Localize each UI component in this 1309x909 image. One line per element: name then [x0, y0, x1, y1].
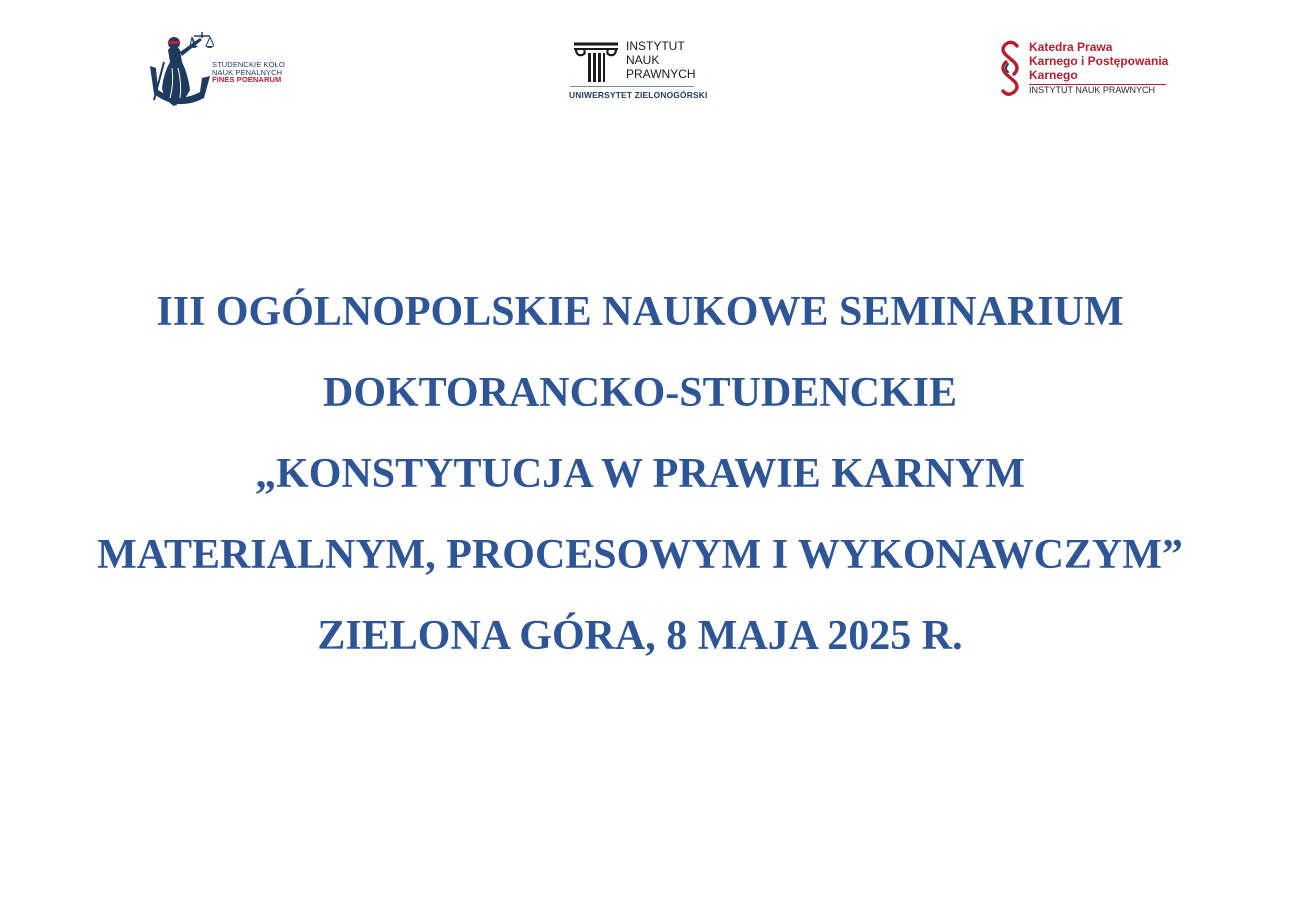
- logo-skn-fines-poenarum: [144, 28, 284, 114]
- paragraph-sign-icon: [998, 40, 1024, 98]
- title-line-3: „KONSTYTUCJA W PRAWIE KARNYM: [255, 451, 1025, 497]
- katedra-line-2: Karnego i Postępowania: [1029, 54, 1169, 68]
- skn-line-3: FINES POENARUM: [212, 75, 282, 84]
- inp-line-3: PRAWNYCH: [626, 67, 696, 81]
- inp-logo-text: [626, 39, 696, 81]
- inp-line-1: INSTYTUT: [626, 39, 685, 53]
- ionic-column-icon: [572, 40, 620, 84]
- title-line-4: MATERIALNYM, PROCESOWYM I WYKONAWCZYM”: [97, 532, 1183, 578]
- katedra-subtitle: INSTYTUT NAUK PRAWNYCH: [1029, 85, 1156, 95]
- inp-university: UNIWERSYTET ZIELONOGÓRSKI: [569, 90, 708, 100]
- logo-katedra-prawa-karnego: [998, 40, 1170, 100]
- skn-line-1: STUDENCKIE KOŁO: [212, 60, 285, 69]
- inp-line-2: NAUK: [626, 53, 660, 67]
- lady-justice-icon: [144, 28, 214, 114]
- title-line-1: III OGÓLNOPOLSKIE NAUKOWE SEMINARIUM: [156, 289, 1124, 335]
- logo-header: [0, 0, 1309, 130]
- title-line-2: DOKTORANCKO-STUDENCKIE: [323, 370, 957, 416]
- skn-line-2: NAUK PENALNYCH: [212, 67, 283, 77]
- inp-divider: [570, 86, 694, 87]
- katedra-line-1: Katedra Prawa: [1029, 40, 1113, 54]
- seminar-title: [0, 272, 1280, 677]
- logo-instytut-nauk-prawnych: [568, 38, 708, 104]
- katedra-logo-text: [1029, 40, 1168, 82]
- skn-logo-text: [212, 61, 285, 84]
- katedra-line-3: Karnego: [1029, 68, 1078, 82]
- title-date-line: ZIELONA GÓRA, 8 MAJA 2025 R.: [317, 613, 963, 659]
